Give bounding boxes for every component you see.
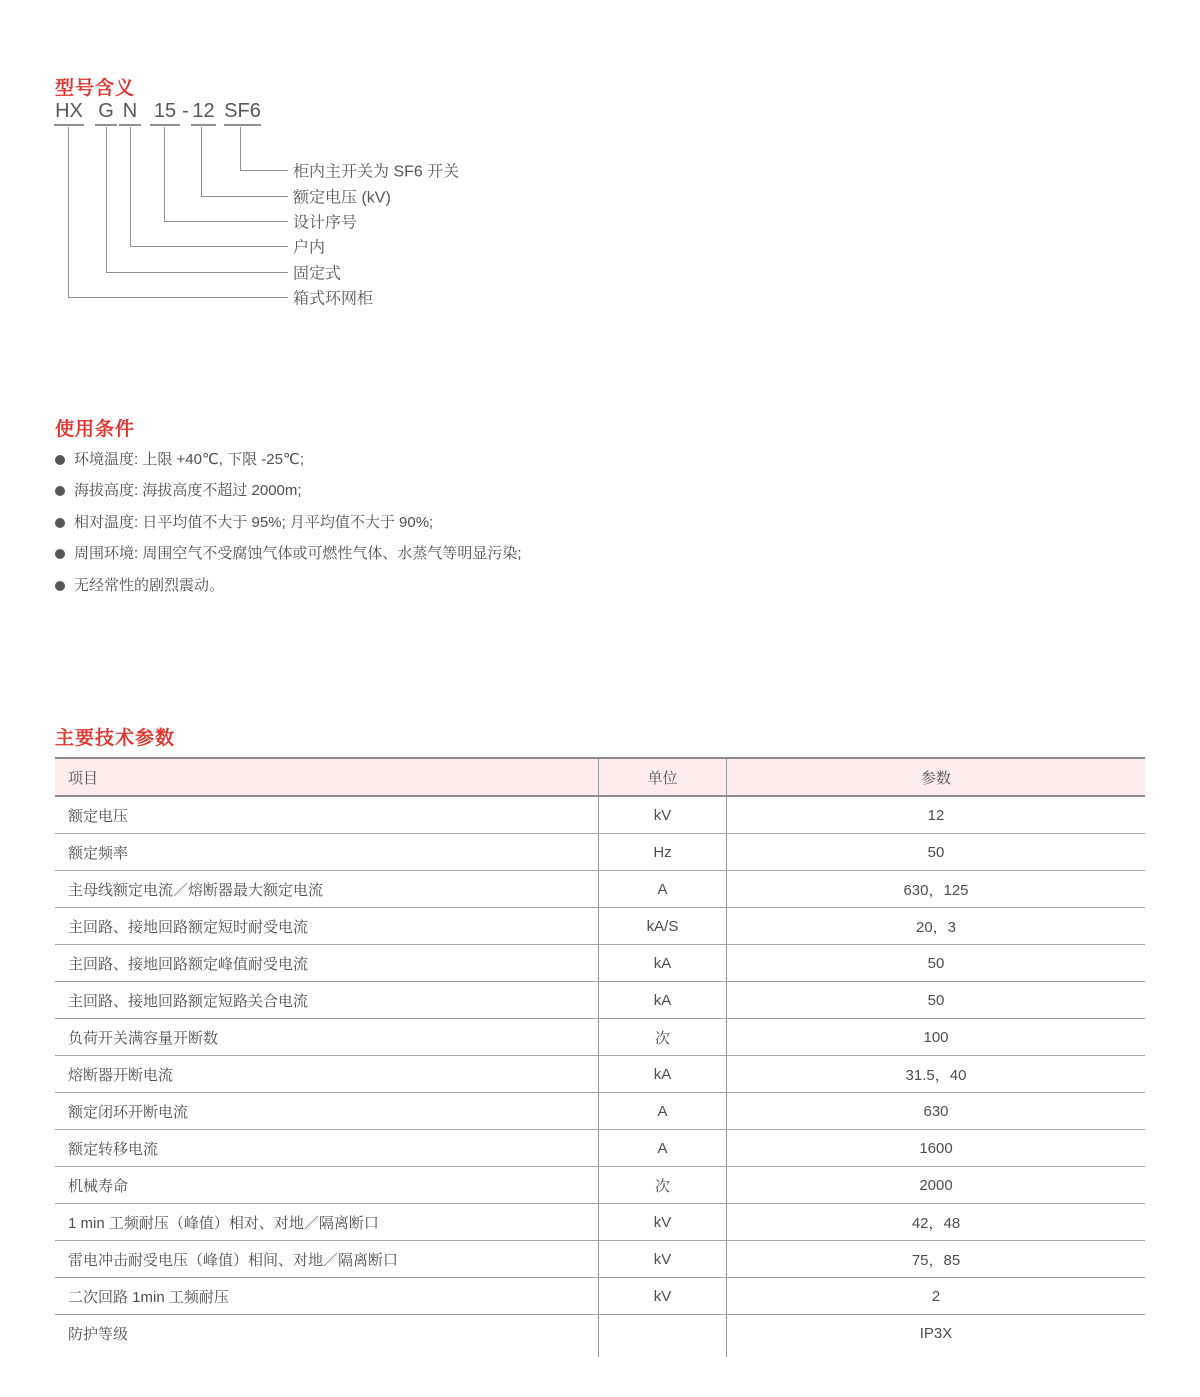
table-row-cell: A — [599, 1130, 727, 1166]
table-row — [55, 871, 1145, 908]
condition-item — [55, 480, 522, 501]
table-row-cell: 50 — [927, 954, 945, 972]
table-row-cell: 雷电冲击耐受电压（峰值）相间、对地／隔离断口 — [55, 1241, 599, 1277]
table-row — [55, 1093, 1145, 1130]
table-row — [55, 1241, 1145, 1278]
condition-text: 周围环境: 周围空气不受腐蚀气体或可燃性气体、水蒸气等明显污染; — [74, 545, 522, 563]
table-row — [55, 797, 1145, 834]
table-row-cell: 次 — [599, 1019, 727, 1055]
table-header-row-cell: 参数 — [920, 769, 951, 787]
model-code-token: - — [182, 100, 189, 122]
table-row — [55, 945, 1145, 982]
model-code-token: 15 — [150, 100, 180, 126]
table-column-line-tail-cell — [727, 1351, 1145, 1357]
table-row-cell: 熔断器开断电流 — [55, 1056, 599, 1092]
table-row-cell: 42，48 — [911, 1214, 961, 1232]
bullet-icon — [55, 486, 65, 496]
condition-item — [55, 575, 522, 596]
table-row — [55, 908, 1145, 945]
table-row-cell: kV — [599, 1278, 727, 1314]
table-row-cell: kA — [599, 1056, 727, 1092]
table-row-cell: 主回路、接地回路额定峰值耐受电流 — [55, 945, 599, 981]
table-row-cell: 额定闭环开断电流 — [55, 1093, 599, 1129]
model-code-token: 12 — [191, 100, 216, 126]
table-row-cell: 630 — [923, 1102, 949, 1120]
table-header-row-cell: 项目 — [55, 759, 599, 795]
table-header-row — [55, 759, 1145, 797]
usage-conditions-list — [55, 449, 522, 606]
table-row-cell: kA/S — [599, 908, 727, 944]
condition-item — [55, 543, 522, 564]
model-section-title: 型号含义 — [55, 77, 136, 99]
model-designation-label: 固定式 — [293, 265, 342, 283]
table-row — [55, 1167, 1145, 1204]
condition-item — [55, 449, 522, 470]
condition-text: 相对温度: 日平均值不大于 95%; 月平均值不大于 90%; — [74, 513, 434, 531]
table-row-cell: 机械寿命 — [55, 1167, 599, 1203]
table-row-cell: 1600 — [919, 1139, 953, 1157]
condition-text: 环境温度: 上限 +40℃, 下限 -25℃; — [74, 451, 304, 468]
table-header-row-cell: 单位 — [599, 759, 727, 795]
model-designation-label: 箱式环网柜 — [293, 290, 374, 308]
table-column-line-tail-cell — [599, 1351, 727, 1357]
table-row — [55, 1019, 1145, 1056]
table-row-cell: A — [599, 1093, 727, 1129]
table-row-cell: kA — [599, 945, 727, 981]
model-code-token: SF6 — [224, 100, 261, 126]
model-code-token: G — [95, 100, 117, 126]
table-row-cell: 20，3 — [915, 918, 957, 936]
bullet-icon — [55, 581, 65, 591]
model-code-token: HX — [54, 100, 84, 126]
table-row-cell: 二次回路 1min 工频耐压 — [55, 1278, 599, 1314]
table-row-cell: 50 — [927, 991, 945, 1009]
table-row-cell: 2 — [931, 1287, 941, 1305]
condition-text: 无经常性的剧烈震动。 — [74, 576, 225, 594]
table-row-cell: kV — [599, 797, 727, 833]
condition-text: 海拔高度: 海拔高度不超过 2000m; — [74, 482, 302, 500]
condition-item — [55, 512, 522, 533]
model-designation-label: 额定电压 (kV) — [293, 189, 391, 207]
table-row-cell: kA — [599, 982, 727, 1018]
table-row — [55, 1278, 1145, 1315]
table-row — [55, 1204, 1145, 1241]
table-column-line-tail — [55, 1351, 1145, 1357]
table-row-cell: 31.5，40 — [905, 1066, 967, 1084]
table-row-cell: kV — [599, 1241, 727, 1277]
table-column-line-tail-cell — [55, 1351, 599, 1357]
table-row-cell: Hz — [599, 834, 727, 870]
table-row-cell: 2000 — [919, 1176, 953, 1194]
table-row-cell: 主回路、接地回路额定短路关合电流 — [55, 982, 599, 1018]
table-row-cell: 1 min 工频耐压（峰值）相对、对地／隔离断口 — [55, 1204, 599, 1240]
table-row-cell: A — [599, 871, 727, 907]
table-row-cell: 额定频率 — [55, 834, 599, 870]
model-designation-label: 户内 — [293, 239, 326, 257]
table-row-cell: 防护等级 — [55, 1315, 599, 1351]
table-row-cell: IP3X — [919, 1324, 953, 1342]
model-code-token: N — [119, 100, 141, 126]
table-row-cell: 负荷开关满容量开断数 — [55, 1019, 599, 1055]
table-row-cell: 次 — [599, 1167, 727, 1203]
table-row-cell: 50 — [927, 843, 945, 861]
params-section-title: 主要技术参数 — [55, 727, 176, 749]
table-row-cell: kV — [599, 1204, 727, 1240]
conditions-section-title: 使用条件 — [55, 418, 136, 440]
technical-parameters-table — [55, 757, 1145, 1357]
table-row-cell — [599, 1315, 727, 1351]
bullet-icon — [55, 518, 65, 528]
table-row-cell: 主回路、接地回路额定短时耐受电流 — [55, 908, 599, 944]
table-row — [55, 1056, 1145, 1093]
table-row-cell: 额定转移电流 — [55, 1130, 599, 1166]
bullet-icon — [55, 455, 65, 465]
table-row-cell: 主母线额定电流／熔断器最大额定电流 — [55, 871, 599, 907]
table-row — [55, 1130, 1145, 1167]
table-row — [55, 982, 1145, 1019]
table-row — [55, 834, 1145, 871]
table-row-cell: 额定电压 — [55, 797, 599, 833]
table-row-cell: 100 — [923, 1028, 949, 1046]
model-connector-line — [68, 127, 288, 298]
bullet-icon — [55, 549, 65, 559]
table-row-cell: 75，85 — [911, 1251, 961, 1269]
model-designation-label: 柜内主开关为 SF6 开关 — [293, 163, 460, 181]
table-row — [55, 1315, 1145, 1351]
model-designation-label: 设计序号 — [293, 214, 358, 232]
table-row-cell: 630，125 — [903, 881, 969, 899]
table-row-cell: 12 — [927, 806, 945, 824]
